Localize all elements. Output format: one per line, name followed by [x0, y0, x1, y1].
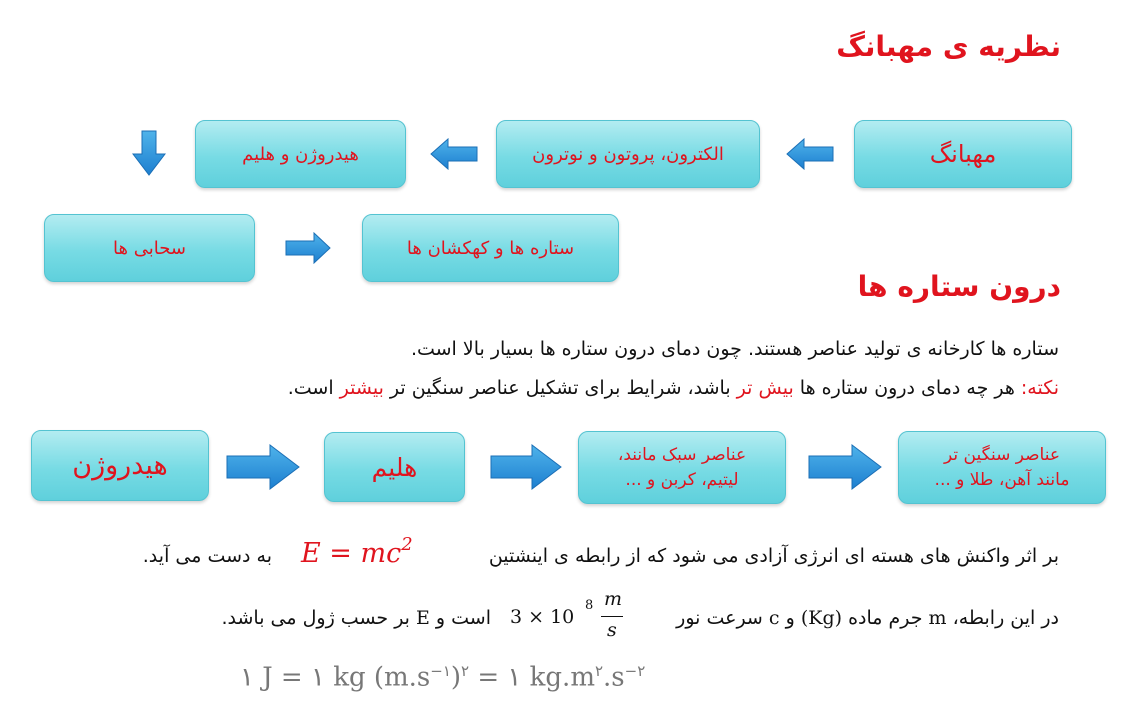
- var-E: E: [416, 607, 430, 629]
- arrow-down-icon: [132, 130, 166, 176]
- flow2-box-light-elements: [578, 431, 786, 504]
- arrow-right-icon: [226, 444, 300, 490]
- arrow-right-icon: [490, 444, 562, 490]
- note-paragraph: [288, 377, 1059, 399]
- flow-box-nebulae: [44, 214, 255, 282]
- flow-box-label: هلیم: [371, 452, 418, 482]
- relation-text: بر حسب ژول می باشد.: [221, 607, 416, 629]
- einstein-formula: [301, 536, 413, 569]
- arrow-left-icon: [786, 138, 834, 170]
- units-text: ۱ J = ۱ kg (m.s: [240, 662, 431, 693]
- note-text: باشد، شرایط برای تشکیل عناصر سنگین تر: [383, 377, 737, 399]
- flow-box-label: ستاره ها و کهکشان ها: [406, 237, 575, 259]
- flow2-box-heavy-elements: [898, 431, 1106, 504]
- units-text: ): [450, 662, 462, 693]
- fraction-numerator: m: [604, 588, 623, 610]
- speed-of-light-value: [510, 590, 626, 644]
- flow-box-line: مانند آهن، طلا و ...: [934, 469, 1070, 490]
- flow-box-label: الکترون، پروتون و نوترون: [532, 143, 724, 165]
- var-c: c: [768, 607, 780, 629]
- flow-box-line: عناصر سنگین تر: [943, 444, 1061, 465]
- value-base: 3 × 10: [510, 606, 575, 628]
- unit-kg: (Kg): [800, 607, 843, 629]
- flow-box-hydrogen-helium: [195, 120, 406, 188]
- arrow-left-icon: [430, 138, 478, 170]
- paragraph-stars: ستاره ها کارخانه ی تولید عناصر هستند. چون دمای درون ستاره ها بسیار بالا است.: [410, 338, 1059, 360]
- note-label: نکته:: [1020, 377, 1059, 399]
- relation-text: است و: [429, 607, 491, 629]
- flow-box-stars-galaxies: [362, 214, 619, 282]
- units-text: = ۱ kg.m: [469, 662, 595, 693]
- relation-text: سرعت نور: [676, 607, 769, 629]
- arrow-right-icon: [285, 232, 331, 264]
- title-bigbang: نظریه ی مهبانگ: [836, 30, 1061, 63]
- flow2-box-hydrogen: [31, 430, 209, 501]
- value-exponent: 8: [585, 598, 594, 613]
- flow-box-bigbang: [854, 120, 1072, 188]
- fraction-bar: [601, 616, 623, 617]
- flow-box-particles: [496, 120, 760, 188]
- energy-text-end: به دست می آید.: [142, 545, 272, 567]
- flow-box-line: عناصر سبک مانند،: [617, 444, 747, 465]
- relation-text: در این رابطه،: [946, 607, 1059, 629]
- flow-box-label: مهبانگ: [929, 140, 997, 168]
- units-exponent: ۲: [461, 662, 470, 680]
- units-exponent: ۲: [594, 662, 604, 680]
- formula-exponent: 2: [401, 534, 413, 555]
- units-exponent: −۲: [624, 662, 646, 680]
- var-m: m: [928, 607, 947, 629]
- note-highlight: بیش تر: [736, 377, 794, 399]
- formula-body: E = mc: [301, 538, 402, 569]
- title-inside-stars: درون ستاره ها: [857, 270, 1061, 303]
- energy-text: بر اثر واکنش های هسته ای انرژی آزادی می شود که از رابطه ی اینشتین: [488, 545, 1059, 567]
- flow-box-label: سحابی ها: [113, 237, 186, 259]
- flow2-box-helium: [324, 432, 465, 502]
- flow-box-label: هیدروژن و هلیم: [242, 143, 359, 165]
- joule-units-equation: [240, 662, 645, 693]
- note-highlight: بیشتر: [339, 377, 384, 399]
- fraction-denominator: s: [607, 619, 617, 641]
- relation-text-right: [676, 607, 1059, 629]
- note-text: است.: [287, 377, 340, 399]
- flow-box-line: لیتیم، کربن و ...: [625, 469, 739, 490]
- relation-text-left: [222, 607, 492, 629]
- relation-text: جرم ماده: [842, 607, 929, 629]
- relation-text: و: [779, 607, 801, 629]
- units-exponent: −۱: [430, 662, 451, 680]
- note-text: هر چه دمای درون ستاره ها: [793, 377, 1021, 399]
- units-text: .s: [603, 662, 625, 693]
- arrow-right-icon: [808, 444, 882, 490]
- flow-box-label: هیدروژن: [72, 450, 168, 481]
